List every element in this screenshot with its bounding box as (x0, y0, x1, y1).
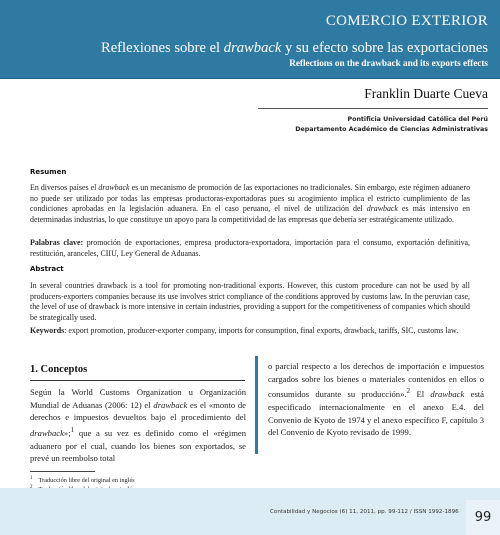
resumen-heading: Resumen (30, 168, 67, 176)
resumen-keywords: Palabras clave: promoción de exportaciones, empresa productora-exportadora, importación para el consumo, exportación definitiva, restitución, aranceles, CIIU, Ley General de Aduanas. (30, 238, 470, 258)
author-rule (258, 108, 488, 109)
section-heading: 1. Conceptos (30, 364, 88, 375)
article-subtitle: Reflections on the drawback and its exports effects (289, 58, 488, 68)
resumen-text: En diversos países el drawback es un mecanismo de promoción de las exportaciones no tradicionales. Sin embargo, este régimen aduanero no puede ser utilizado por todas las empresas productoras-exportadoras pues su acogimiento implica el estricto cumplimiento de las condiciones aprobadas en la legislación aduanera. En el caso peruano, el nivel de utilización del drawback es más intensivo en determinadas industrias, lo que constituye un apoyo para la competitividad de las empresas que debería ser estratégicamente utilizado. (30, 183, 471, 224)
abstract-keywords: Keywords: export promotion, producer-exporter company, imports for consumption, final exports, drawback, tariffs, SIC, customs law. (30, 326, 459, 335)
abstract-text: In several countries drawback is a tool for promoting non-traditional exports. However, this custom procedure can not be used by all producers-exporters companies because its use involves strict compliance of the conditions approved by customs law. In the peruvian case, the level of use of drawback is more intensive in certain industries, providing a support for the competitiveness of companies which should be strategically used. (30, 281, 470, 322)
footnote-rule (30, 471, 95, 472)
abstract-heading: Abstract (30, 265, 64, 273)
body-left-column: Según la World Customs Organization u Organización Mundial de Aduanas (2006: 12) el drawback es el «monto de derechos e impuestos devueltos bajo el procedimiento del drawback»;$^1$ que a su vez es definido como el «régimen aduanero por el cual, cuando los bienes son exportados, se prevé un reembolso total (30, 387, 246, 464)
page-number: 99 (466, 500, 500, 535)
section-label: COMERCIO EXTERIOR (325, 13, 488, 29)
column-divider (255, 356, 258, 454)
footnote-1: $^1$ Traducción libre del original en inglés (30, 476, 135, 485)
body-right-column: o parcial respecto a los derechos de importación e impuestos cargados sobre los bienes o materiales contenidos en ellos o consumidos durante su producción».$^2$ El drawback está especificado internacionalmente en el anexo E.4. del Convenio de Kyoto de 1974 y el anexo específico F, capítulo 3 del Convenio de Kyoto revisado de 1999. (268, 361, 485, 438)
author-name: Franklin Duarte Cueva (364, 86, 488, 101)
journal-citation: Contabilidad y Negocios (6) 11, 2011, pp. 99-112 / ISSN 1992-1896 (270, 509, 459, 515)
article-title: Reflexiones sobre el drawback y su efecto sobre las exportaciones (100, 40, 488, 56)
section-rule (30, 380, 245, 381)
author-affiliation: Pontificia Universidad Católica del Perú Departamento Académico de Ciencias Administrativas (295, 116, 488, 133)
header-rule (0, 78, 500, 79)
